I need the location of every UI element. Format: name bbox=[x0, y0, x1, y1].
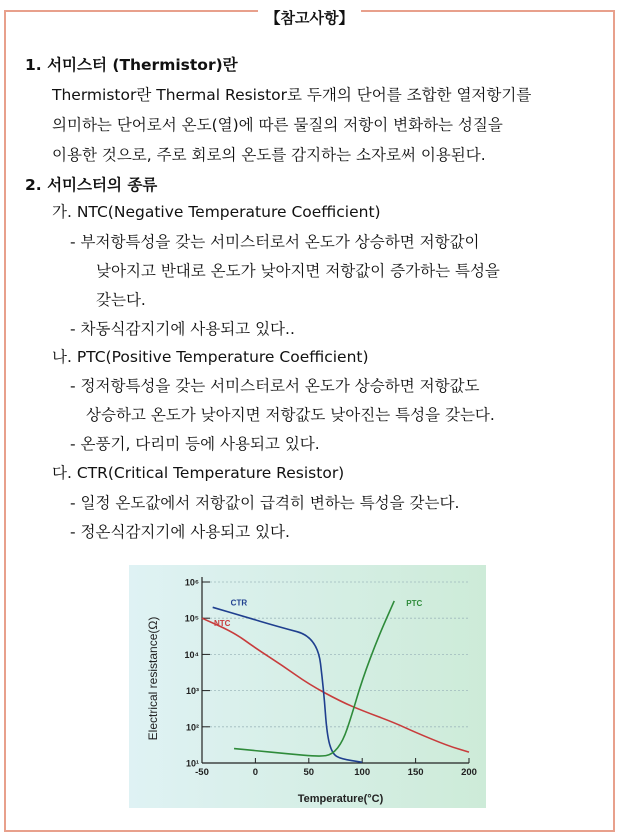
x-axis-title: Temperature(°C) bbox=[297, 793, 384, 805]
ctr-bullet2: - 정온식감지기에 사용되고 있다. bbox=[70, 523, 290, 541]
section1-line-1: Thermistor란 Thermal Resistor로 두개의 단어를 조합한 열저항기를 bbox=[52, 86, 532, 104]
ntc-bullet2: - 차동식감지기에 사용되고 있다.. bbox=[70, 320, 295, 338]
ntc-bullet1-line2: 낮아지고 반대로 온도가 낮아지면 저항값이 증가하는 특성을 bbox=[96, 262, 500, 280]
y-axis-title: Electrical resistance(Ω) bbox=[146, 616, 160, 741]
y-tick-label: 10⁴ bbox=[184, 649, 199, 660]
ptc-bullet1-line1: - 정저항특성을 갖는 서미스터로서 온도가 상승하면 저항값도 bbox=[70, 377, 480, 395]
ntc-bullet1-line3: 갖는다. bbox=[96, 291, 146, 309]
ptc-bullet1-line2: 상승하고 온도가 낮아지면 저항값도 낮아진는 특성을 갖는다. bbox=[86, 406, 495, 424]
section1-heading: 1. 서미스터 (Thermistor)란 bbox=[25, 56, 238, 74]
x-tick-label: 100 bbox=[354, 767, 371, 778]
series-ntc-label: NTC bbox=[214, 619, 231, 629]
section2-heading: 2. 서미스터의 종류 bbox=[25, 176, 158, 194]
ctr-title: 다. CTR(Critical Temperature Resistor) bbox=[52, 464, 345, 482]
thermistor-chart-svg bbox=[129, 565, 486, 808]
series-ctr-label: CTR bbox=[230, 598, 248, 608]
ptc-bullet2: - 온풍기, 다리미 등에 사용되고 있다. bbox=[70, 435, 320, 453]
y-tick-label: 10¹ bbox=[185, 758, 199, 769]
series-ptc-label: PTC bbox=[406, 598, 423, 608]
box-title: 【참고사항】 bbox=[258, 10, 362, 26]
section1-line-2: 의미하는 단어로서 온도(열)에 따른 물질의 저항이 변화하는 성질을 bbox=[52, 116, 503, 134]
ntc-bullet1-line1: - 부저항특성을 갖는 서미스터로서 온도가 상승하면 저항값이 bbox=[70, 233, 480, 251]
thermistor-chart bbox=[129, 565, 486, 808]
y-tick-label: 10³ bbox=[185, 686, 199, 697]
ntc-title: 가. NTC(Negative Temperature Coefficient) bbox=[52, 203, 381, 221]
y-tick-label: 10⁶ bbox=[184, 577, 199, 588]
x-tick-label: 200 bbox=[461, 767, 477, 778]
x-tick-label: 50 bbox=[303, 767, 315, 778]
y-tick-label: 10² bbox=[185, 722, 199, 733]
ctr-bullet1: - 일정 온도값에서 저항값이 급격히 변하는 특성을 갖는다. bbox=[70, 494, 460, 512]
x-tick-label: 150 bbox=[407, 767, 424, 778]
ptc-title: 나. PTC(Positive Temperature Coefficient) bbox=[52, 348, 369, 366]
x-tick-label: 0 bbox=[252, 767, 259, 778]
y-tick-label: 10⁵ bbox=[184, 613, 199, 624]
x-tick-label: -50 bbox=[195, 767, 209, 778]
section1-line-3: 이용한 것으로, 주로 회로의 온도를 감지하는 소자로써 이용된다. bbox=[52, 146, 486, 164]
